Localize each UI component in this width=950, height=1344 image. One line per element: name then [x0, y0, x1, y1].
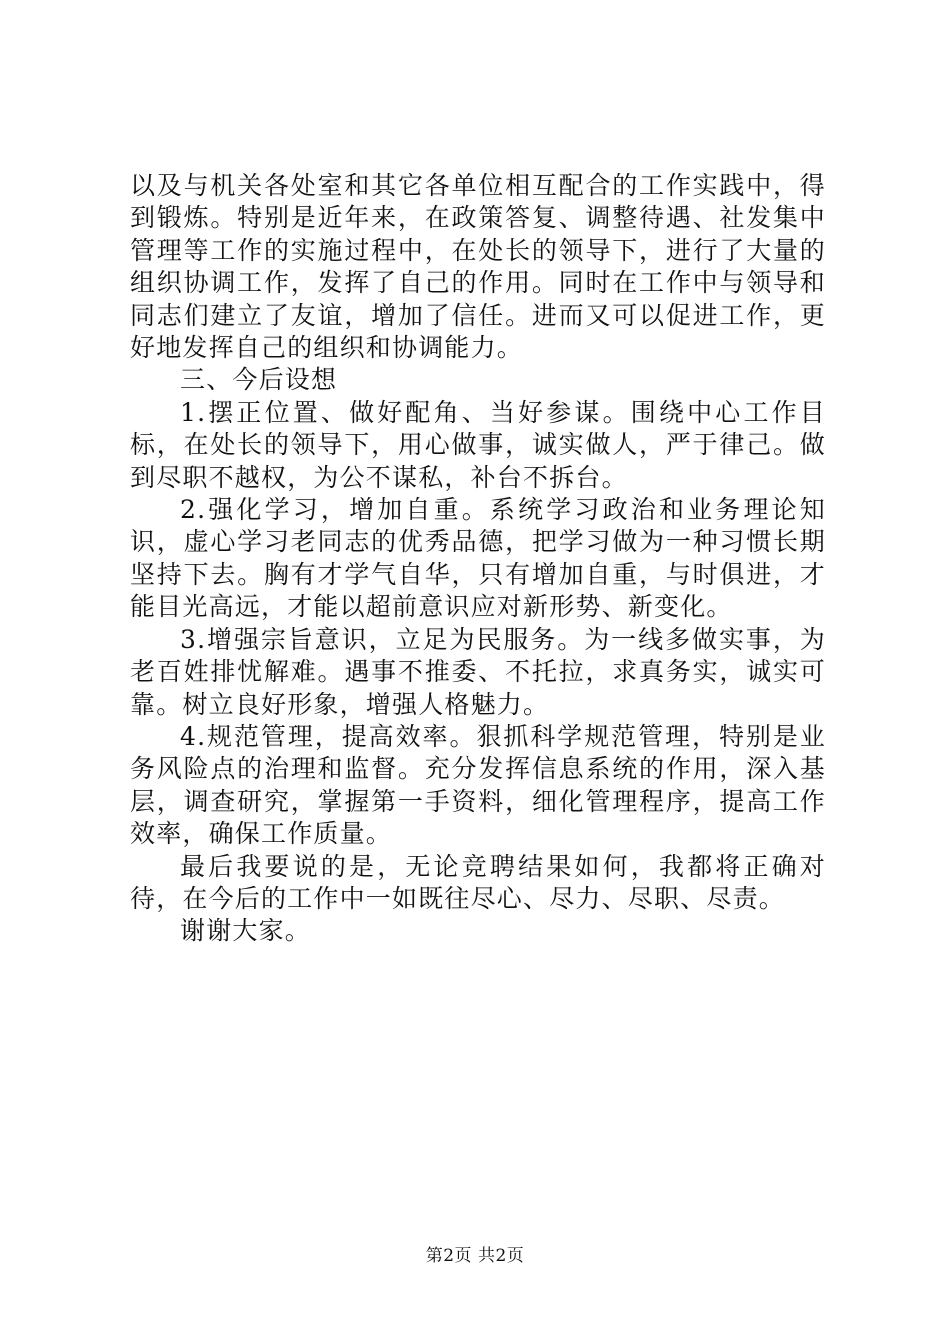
list-item-1: 1.摆正位置、做好配角、当好参谋。围绕中心工作目标，在处长的领导下，用心做事，诚实做人，严于律己。做到尽职不越权，为公不谋私，补台不拆台。 [130, 397, 826, 492]
page-number-footer: 第2页 共2页 [425, 1246, 525, 1266]
closing-paragraph: 最后我要说的是，无论竞聘结果如何，我都将正确对待，在今后的工作中一如既往尽心、尽力、尽职、尽责。 [130, 851, 826, 913]
list-item-2: 2.强化学习，增加自重。系统学习政治和业务理论知识，虚心学习老同志的优秀品德，把学习做为一种习惯长期坚持下去。胸有才学气自华，只有增加自重，与时俱进，才能目光高远，才能以超前意识应对新形势、新变化。 [130, 495, 826, 622]
list-item-3: 3.增强宗旨意识，立足为民服务。为一线多做实事，为老百姓排忧解难。遇事不推委、不托拉，求真务实，诚实可靠。树立良好形象，增强人格魅力。 [130, 624, 826, 719]
paragraph-continued: 以及与机关各处室和其它各单位相互配合的工作实践中，得到锻炼。特别是近年来，在政策答复、调整待遇、社发集中管理等工作的实施过程中，在处长的领导下，进行了大量的组织协调工作，发挥了自己的作用。同时在工作中与领导和同志们建立了友谊，增加了信任。进而又可以促进工作，更好地发挥自己的组织和协调能力。 [130, 171, 826, 363]
document-body [130, 170, 826, 948]
list-item-4: 4.规范管理，提高效率。狠抓科学规范管理，特别是业务风险点的治理和监督。充分发挥信息系统的作用，深入基层，调查研究，掌握第一手资料，细化管理程序，提高工作效率，确保工作质量。 [130, 721, 826, 849]
thanks-line: 谢谢大家。 [180, 916, 312, 946]
section-heading: 三、今后设想 [180, 365, 338, 395]
